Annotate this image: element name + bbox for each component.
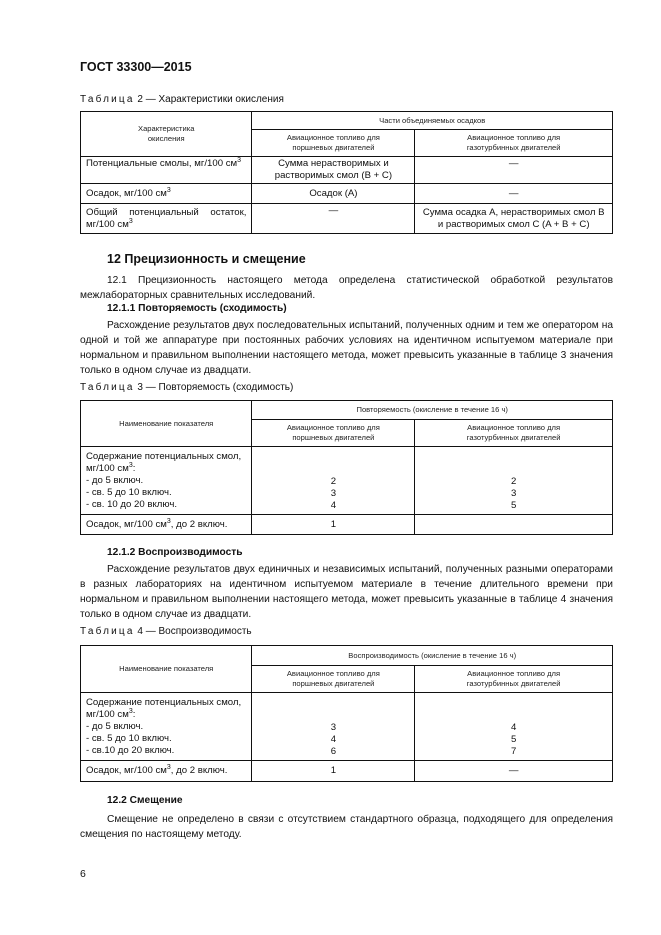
- table2-cell-piston: —: [252, 204, 415, 234]
- table2-header-piston: Авиационное топливо для поршневых двигателей: [252, 130, 415, 157]
- paragraph-12-1-2: Расхождение результатов двух единичных и независимых испытаний, полученных разными операторами в разных лабораториях на идентичном испытуемом материале в течение длительного времени при нормальном и правильном выполнении настоящего метода, может превысить указанные в таблице 4 значения только в одном случае из двадцати.: [80, 564, 613, 620]
- table4-header-turbine: Авиационное топливо для газотурбинных двигателей: [415, 666, 613, 693]
- table2-header-group: Части объединяемых осадков: [252, 112, 613, 130]
- table2-cell-name: Осадок, мг/100 $см^3$: [81, 184, 252, 204]
- table4-caption-word: Таблица: [80, 626, 135, 637]
- table4-row-resins: [81, 693, 613, 761]
- table2-cell-name: Общий потенциальный остаток, мг/100 $см^3$: [81, 204, 252, 234]
- table4-header-indicator: Наименование показателя: [81, 646, 252, 693]
- table3-header-turbine: Авиационное топливо для газотурбинных двигателей: [415, 420, 613, 447]
- table4-caption-text: 4 — Воспроизводимость: [137, 626, 252, 637]
- table2-caption-word: Таблица: [80, 94, 135, 105]
- table2-cell-piston: Осадок (A): [252, 184, 415, 204]
- table3-cell-sediment-piston: 1: [252, 515, 415, 535]
- table4-cell-sediment: Осадок, мг/100 $см^3$, до 2 включ.: [81, 761, 252, 782]
- table2-cell-turbine: —: [415, 157, 613, 184]
- heading-12-1-2: 12.1.2 Воспроизводимость: [107, 547, 243, 558]
- table4-caption: [80, 626, 252, 637]
- table2-header-turbine: Авиационное топливо для газотурбинных двигателей: [415, 130, 613, 157]
- table3-cell-sediment: Осадок, мг/100 $см^3$, до 2 включ.: [81, 515, 252, 535]
- table2-cell-piston: Сумма нерастворимых и растворимых смол (B + C): [252, 157, 415, 184]
- table3-caption-word: Таблица: [80, 382, 135, 393]
- table-oxidation-characteristics: [80, 111, 613, 234]
- heading-12-2: 12.2 Смещение: [107, 795, 183, 806]
- table2-row: [81, 157, 613, 184]
- table4-cell-resins: Содержание потенциальных смол, мг/100 $см^3$: - до 5 включ. - св. 5 до 10 включ. - св.10 до 20 включ.: [81, 693, 252, 761]
- table4-cell-turbine: 4 5 7: [415, 693, 613, 761]
- table4-header-piston: Авиационное топливо для поршневых двигателей: [252, 666, 415, 693]
- table3-caption-text: 3 — Повторяемость (сходимость): [137, 382, 294, 393]
- standard-header: ГОСТ 33300—2015: [80, 60, 192, 74]
- table3-cell-resins: Содержание потенциальных смол, мг/100 $см^3$: - до 5 включ. - св. 5 до 10 включ. - св. 10 до 20 включ.: [81, 447, 252, 515]
- table3-caption: [80, 382, 293, 393]
- paragraph-12-2: Смещение не определено в связи с отсутствием стандартного образца, подходящего для определения смещения по настоящему методу.: [80, 814, 613, 840]
- paragraph-12-1: 12.1 Прецизионность настоящего метода определена статистической обработкой результатов межлабораторных сравнительных исследований.: [80, 275, 613, 301]
- table2-row: [81, 184, 613, 204]
- table4-cell-sediment-piston: 1: [252, 761, 415, 782]
- table2-header-characteristic: Характеристика окисления: [81, 112, 252, 157]
- table3-header-group: Повторяемость (окисление в течение 16 ч): [252, 401, 613, 420]
- table-reproducibility: [80, 645, 613, 782]
- table4-row-sediment: [81, 761, 613, 782]
- table2-cell-name: Потенциальные смолы, мг/100 $см^3$: [81, 157, 252, 184]
- table2-row: [81, 204, 613, 234]
- table4-cell-sediment-turbine: —: [415, 761, 613, 782]
- table2-cell-turbine: —: [415, 184, 613, 204]
- table4-cell-piston: 3 4 6: [252, 693, 415, 761]
- table-repeatability: [80, 400, 613, 535]
- paragraph-12-1-1: Расхождение результатов двух последовательных испытаний, полученных одним и тем же оператором на одной и той же аппаратуре при постоянных рабочих условиях на идентичном испытуемом материале при нормальном и правильном выполнении настоящего метода, может превысить указанные в таблице 3 значения только в одном случае из двадцати.: [80, 320, 613, 376]
- table3-cell-piston: 2 3 4: [252, 447, 415, 515]
- table4-header-group: Воспроизводимость (окисление в течение 16 ч): [252, 646, 613, 666]
- table3-header-piston: Авиационное топливо для поршневых двигателей: [252, 420, 415, 447]
- table3-cell-turbine: 2 3 5: [415, 447, 613, 515]
- table3-cell-sediment-turbine: [415, 515, 613, 535]
- table2-caption: [80, 94, 284, 105]
- table3-row-resins: [81, 447, 613, 515]
- page-number: 6: [80, 868, 86, 880]
- table3-row-sediment: [81, 515, 613, 535]
- heading-12-1-1: 12.1.1 Повторяемость (сходимость): [107, 303, 287, 314]
- table2-caption-text: 2 — Характеристики окисления: [137, 94, 284, 105]
- table2-cell-turbine: Сумма осадка A, нерастворимых смол B и растворимых смол C (A + B + C): [415, 204, 613, 234]
- section-12-title: 12 Прецизионность и смещение: [107, 252, 306, 266]
- table3-header-indicator: Наименование показателя: [81, 401, 252, 447]
